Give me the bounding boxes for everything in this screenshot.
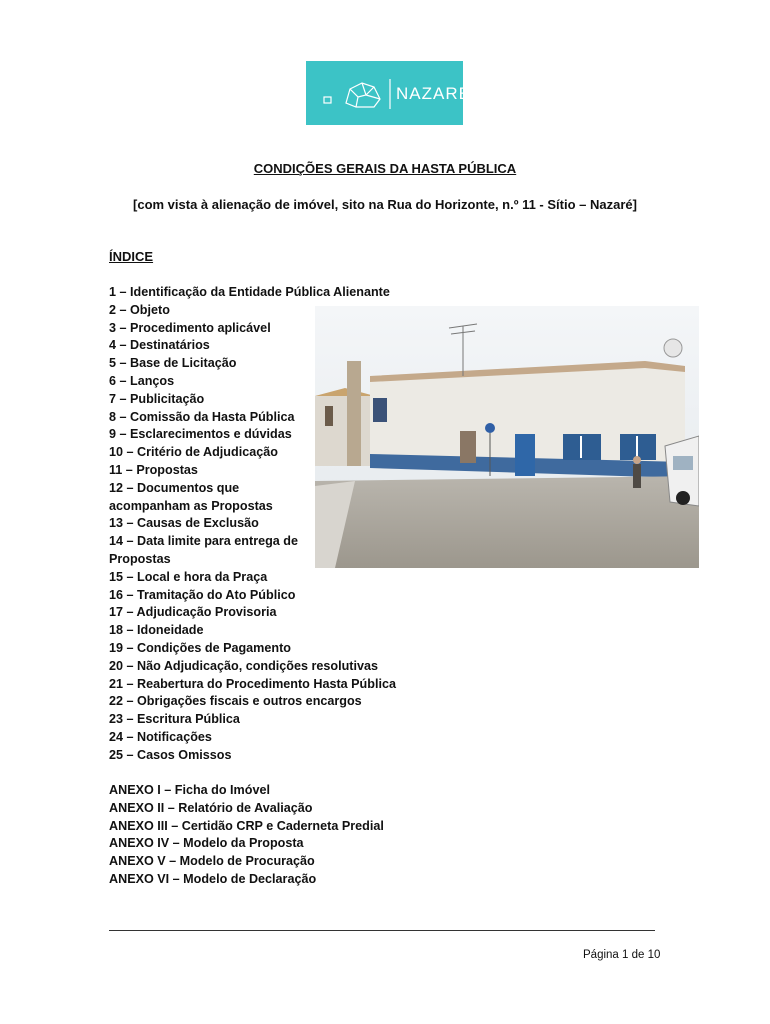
logo-text: NAZARÉ: [396, 84, 471, 103]
property-photo: [315, 306, 699, 568]
toc-item: 18 – Idoneidade: [109, 623, 204, 638]
toc-item: 16 – Tramitação do Ato Público: [109, 587, 296, 602]
toc-item: 14 – Data limite para entrega de Propostas: [109, 534, 298, 566]
toc-item: 5 – Base de Licitação: [109, 356, 237, 371]
toc-item: 1 – Identificação da Entidade Pública Alienante: [109, 285, 390, 299]
annex-list: [109, 782, 384, 889]
document-title: CONDIÇÕES GERAIS DA HASTA PÚBLICA: [253, 161, 517, 176]
toc-item: 23 – Escritura Pública: [109, 712, 240, 727]
toc-item: 22 – Obrigações fiscais e outros encargos: [109, 694, 362, 709]
toc-item: 2 – Objeto: [109, 302, 170, 317]
toc-item: 7 – Publicitação: [109, 391, 205, 406]
document-subtitle: [com vista à alienação de imóvel, sito na Rua do Horizonte, n.º 11 - Sítio – Nazaré]: [133, 197, 637, 212]
annex-item: ANEXO II – Relatório de Avaliação: [109, 800, 313, 815]
toc-item: 25 – Casos Omissos: [109, 747, 232, 762]
toc-item: 20 – Não Adjudicação, condições resolutivas: [109, 658, 378, 673]
toc-item: 15 – Local e hora da Praça: [109, 569, 268, 584]
toc-item: 9 – Esclarecimentos e dúvidas: [109, 427, 292, 442]
nazare-logo: [306, 61, 471, 125]
annex-item: ANEXO III – Certidão CRP e Caderneta Predial: [109, 818, 384, 833]
annex-item: ANEXO V – Modelo de Procuração: [109, 854, 315, 869]
footer-divider: [109, 930, 655, 931]
annex-item: ANEXO IV – Modelo da Proposta: [109, 836, 304, 851]
toc-item: 10 – Critério de Adjudicação: [109, 445, 278, 460]
toc-item: 11 – Propostas: [109, 462, 198, 477]
annex-item: ANEXO I – Ficha do Imóvel: [109, 783, 270, 797]
toc-item: 6 – Lanços: [109, 373, 175, 388]
toc-item: 12 – Documentos que acompanham as Propostas: [109, 480, 273, 513]
toc-item: 19 – Condições de Pagamento: [109, 640, 291, 655]
toc-item: 3 – Procedimento aplicável: [109, 320, 271, 335]
annex-item: ANEXO VI – Modelo de Declaração: [109, 871, 317, 886]
toc-item: 17 – Adjudicação Provisoria: [109, 605, 277, 620]
toc-item: 21 – Reabertura do Procedimento Hasta Pública: [109, 676, 396, 691]
toc-item: 4 – Destinatários: [109, 338, 210, 353]
toc-item: 13 – Causas de Exclusão: [109, 516, 259, 531]
toc-item: 24 – Notificações: [109, 729, 212, 744]
index-heading: ÍNDICE: [109, 249, 154, 264]
toc-item: 8 – Comissão da Hasta Pública: [109, 409, 295, 424]
page-number: Página 1 de 10: [583, 949, 661, 961]
